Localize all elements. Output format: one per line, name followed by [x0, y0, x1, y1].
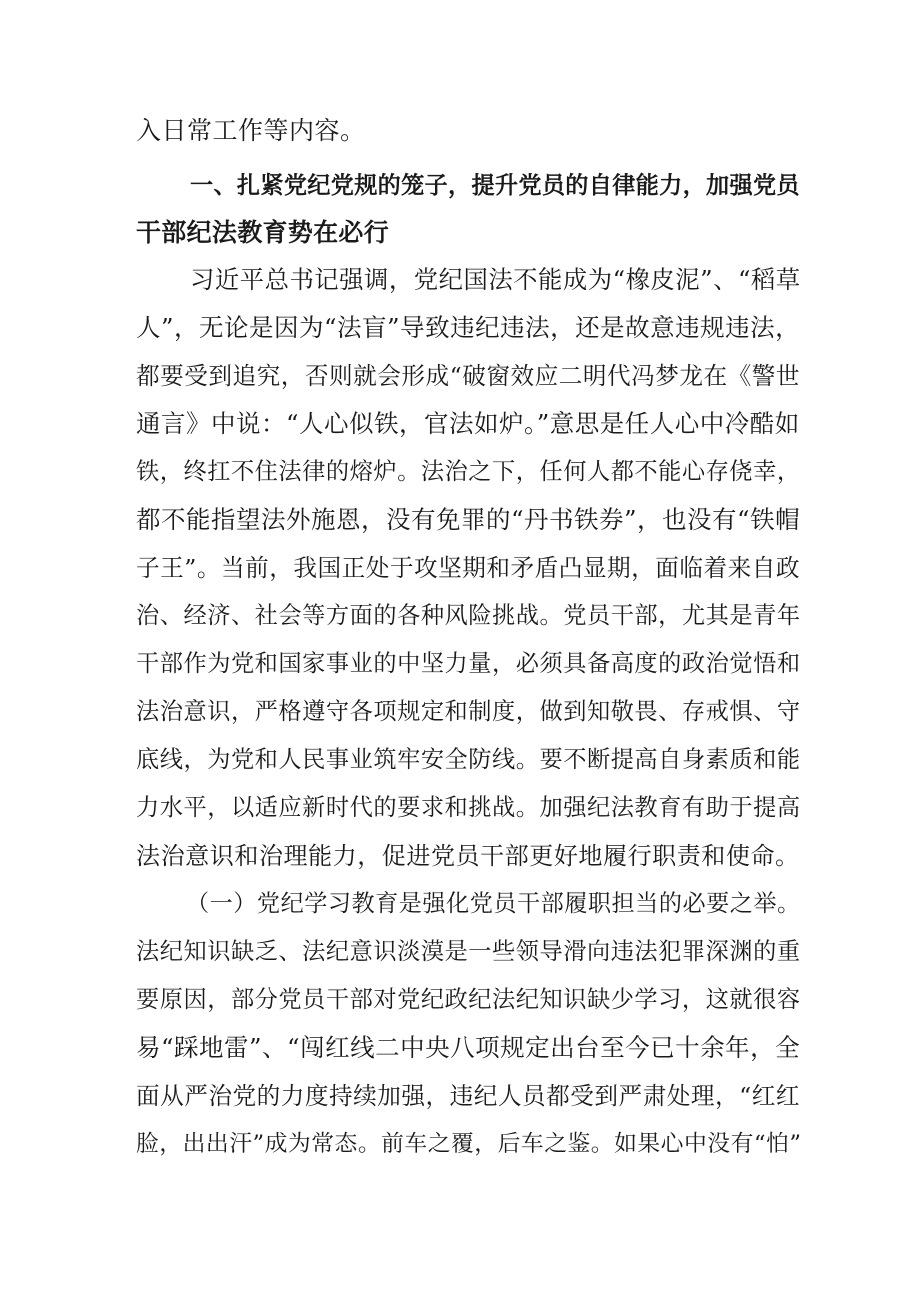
- text-line: 干部作为党和国家事业的中坚力量，必须具备高度的政治觉悟和: [136, 650, 801, 677]
- text-line: 都要受到追究，否则就会形成“破窗效应二明代冯梦龙在《警世: [136, 362, 800, 390]
- section-heading-line-1: 一、扎紧党纪党规的笼子，提升党员的自律能力，加强党员: [190, 172, 800, 199]
- text-line: 底线，为党和人民事业筑牢安全防线。要不断提高自身素质和能: [136, 746, 801, 773]
- text-line: 法治意识和治理能力，促进党员干部更好地履行职责和使命。: [136, 842, 800, 870]
- text-line: 法治意识，严格遵守各项规定和制度，做到知敬畏、存戒惧、守: [136, 698, 801, 725]
- text-line: 要原因，部分党员干部对党纪政纪法纪知识缺少学习，这就很容: [136, 986, 801, 1013]
- text-line: 法纪知识缺乏、法纪意识淡漠是一些领导滑向违法犯罪深渊的重: [136, 938, 801, 965]
- section-heading-line-2: 干部纪法教育势在必行: [136, 218, 390, 247]
- text-line: 脸，出出汗”成为常态。前车之覆，后车之鉴。如果心中没有“怕”: [136, 1131, 802, 1157]
- text-line: 治、经济、社会等方面的各种风险挑战。党员干部，尤其是青年: [136, 602, 801, 629]
- text-line: 易“踩地雷”、“闯红线二中央八项规定出台至今已十余年，全: [136, 1033, 801, 1062]
- text-line: 都不能指望法外施恩，没有免罪的“丹书铁券”，也没有“铁帽: [136, 505, 801, 534]
- paragraph-first-line: 习近平总书记强调，党纪国法不能成为“橡皮泥”、“稻草: [190, 265, 801, 294]
- text-line: 面从严治党的力度持续加强，违纪人员都受到严肃处理，“红红: [136, 1082, 800, 1110]
- text-line: 子王”。当前，我国正处于攻坚期和矛盾凸显期，面临着来自政: [136, 554, 800, 582]
- text-line: 铁，终扛不住法律的熔炉。法治之下，任何人都不能心存侥幸，: [136, 458, 801, 485]
- subsection-heading-line: （一）党纪学习教育是强化党员干部履职担当的必要之举。: [186, 891, 801, 917]
- text-line: 入日常工作等内容。: [136, 116, 366, 145]
- text-line: 力水平，以适应新时代的要求和挑战。加强纪法教育有助于提高: [136, 794, 801, 821]
- text-line: 人”，无论是因为“法盲”导致违纪违法，还是故意违规违法，: [136, 313, 801, 342]
- text-line: 通言》中说：“人心似铁，官法如炉。”意思是任人心中冷酷如: [136, 409, 800, 438]
